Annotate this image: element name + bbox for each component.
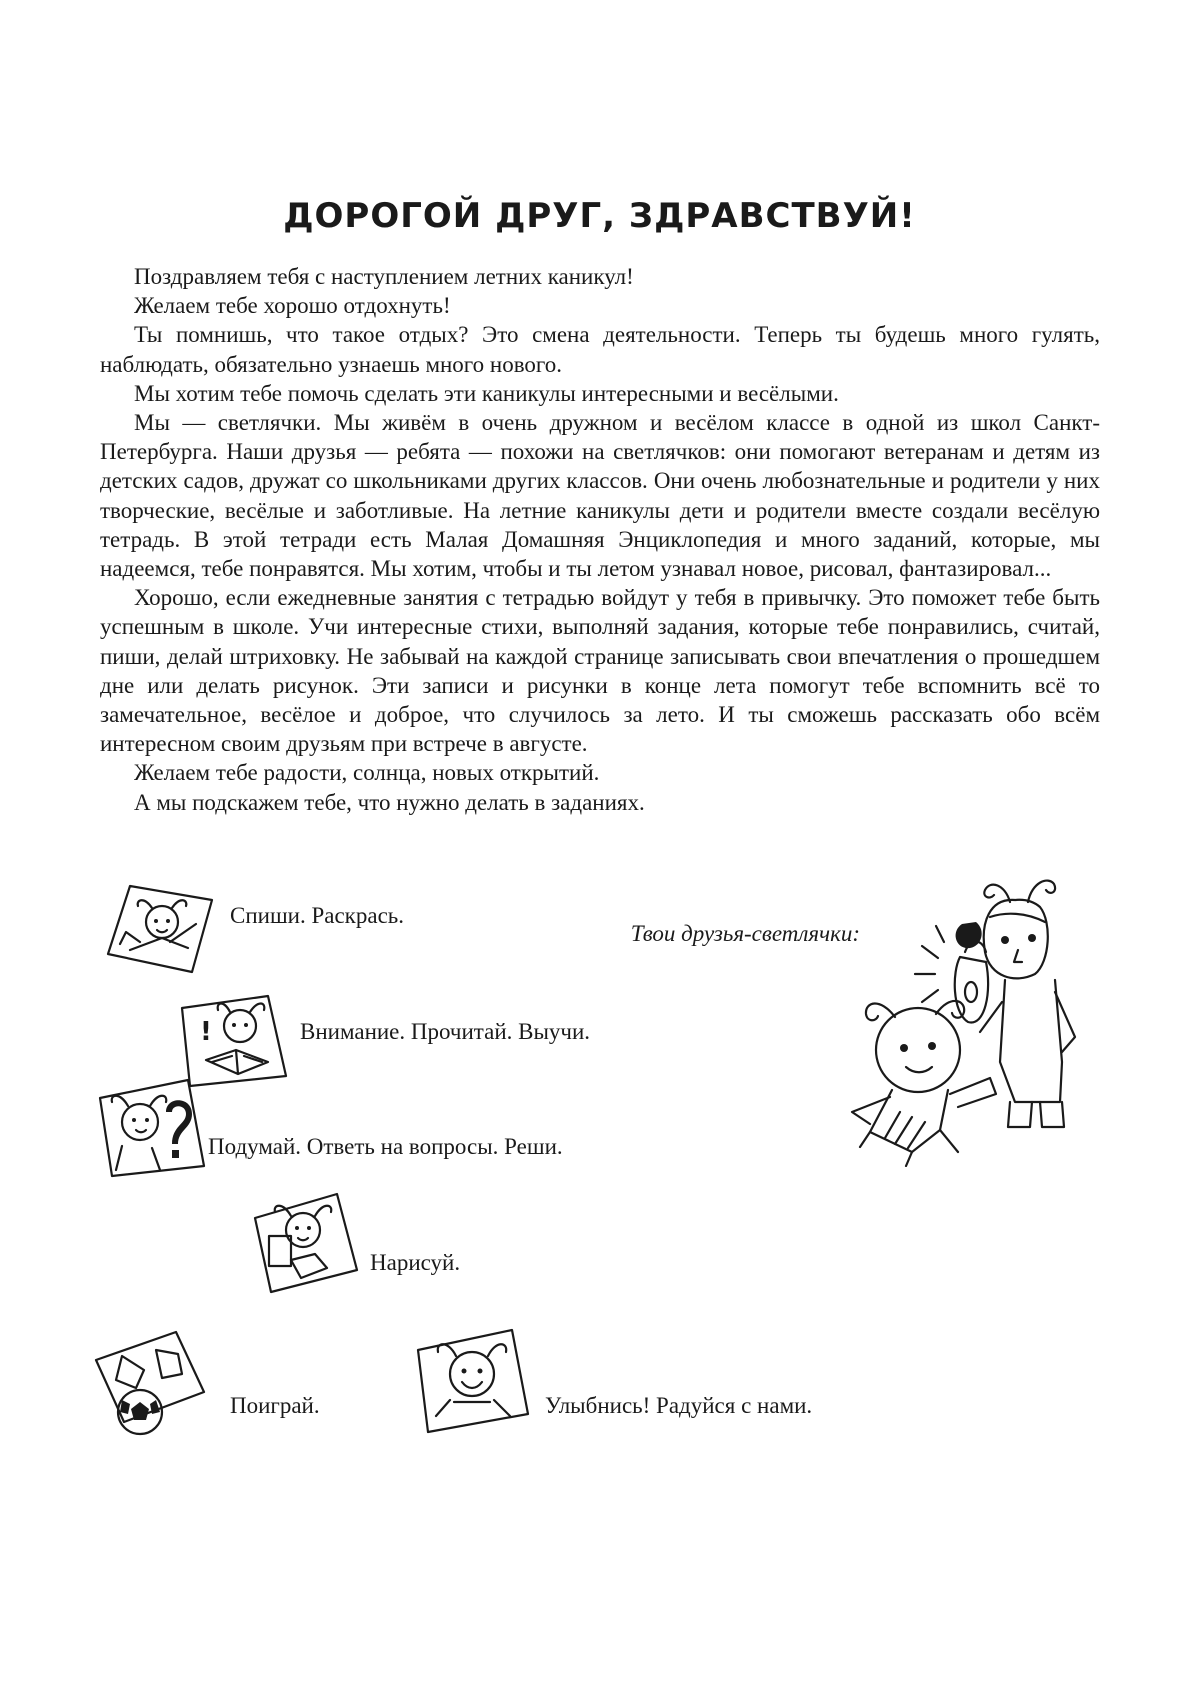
paragraph: А мы подскажем тебе, что нужно делать в заданиях. — [134, 789, 645, 815]
paragraph: Желаем тебе радости, солнца, новых открытий. — [134, 760, 600, 786]
paragraph: Поздравляем тебя с наступлением летних каникул! — [134, 264, 634, 289]
legend-copy-label: Спиши. Раскрась. — [230, 903, 405, 928]
smile-icon — [410, 1326, 534, 1438]
svg-text:!: ! — [200, 1017, 212, 1047]
legend-think-label: Подумай. Ответь на вопросы. Реши. — [208, 1134, 563, 1159]
ball-icon — [92, 1326, 212, 1438]
legend-play-label: Поиграй. — [230, 1393, 320, 1418]
fireflies-illustration — [840, 862, 1100, 1167]
paragraph: Желаем тебе хорошо отдохнуть! — [134, 293, 451, 319]
paragraph: Ты помнишь, что такое отдых? Это смена деятельности. Теперь ты будешь много гулять, наблюдать, обязательно узнаешь много нового. — [100, 322, 1100, 377]
paragraph: Мы — светлячки. Мы живём в очень дружном и весёлом классе в одной из школ Санкт-Петербурга. Наши друзья — ребята — похожи на светлячков: они помогают ветеранам и детям из детских садов, дружат со школьниками других классов. Они очень любознательные и родители у них творческие, весёлые и заботливые. На летние каникулы дети и родители вместе создали весёлую тетрадь. В этой тетради есть Малая Домашняя Энциклопедия и много заданий, которые, мы надеемся, тебе понравятся. Мы хотим, чтобы и ты летом узнавал новое, рисовал, фантазировал... — [100, 410, 1100, 582]
legend-draw-label: Нарисуй. — [370, 1250, 461, 1275]
paragraph: Хорошо, если ежедневные занятия с тетрадью войдут у тебя в привычку. Это поможет тебе быть успешным в школе. Учи интересные стихи, выполняй задания, которые тебе понравились, считай, пиши, делай штриховку. Не забывай на каждой странице записывать свои впечатления о прошедшем дне или делать рисунок. Эти записи и рисунки в конце лета помогут тебе вспомнить всё то замечательное, весёлое и доброе, что случилось за лето. И ты сможешь рассказать обо всём интересном своим друзьям при встрече в августе. — [100, 585, 1100, 757]
page-title: ДОРОГОЙ ДРУГ, ЗДРАВСТВУЙ! — [283, 196, 916, 236]
legend-smile-label: Улыбнись! Радуйся с нами. — [545, 1393, 813, 1418]
draw-icon — [245, 1188, 363, 1298]
intro-text — [100, 262, 1100, 817]
paragraph: Мы хотим тебе помочь сделать эти каникулы интересными и весёлыми. — [134, 380, 839, 406]
question-icon — [92, 1072, 210, 1184]
signature: Твои друзья-светлячки: — [630, 921, 860, 946]
legend-attention-label: Внимание. Прочитай. Выучи. — [300, 1019, 591, 1044]
copy-color-icon — [100, 880, 218, 978]
